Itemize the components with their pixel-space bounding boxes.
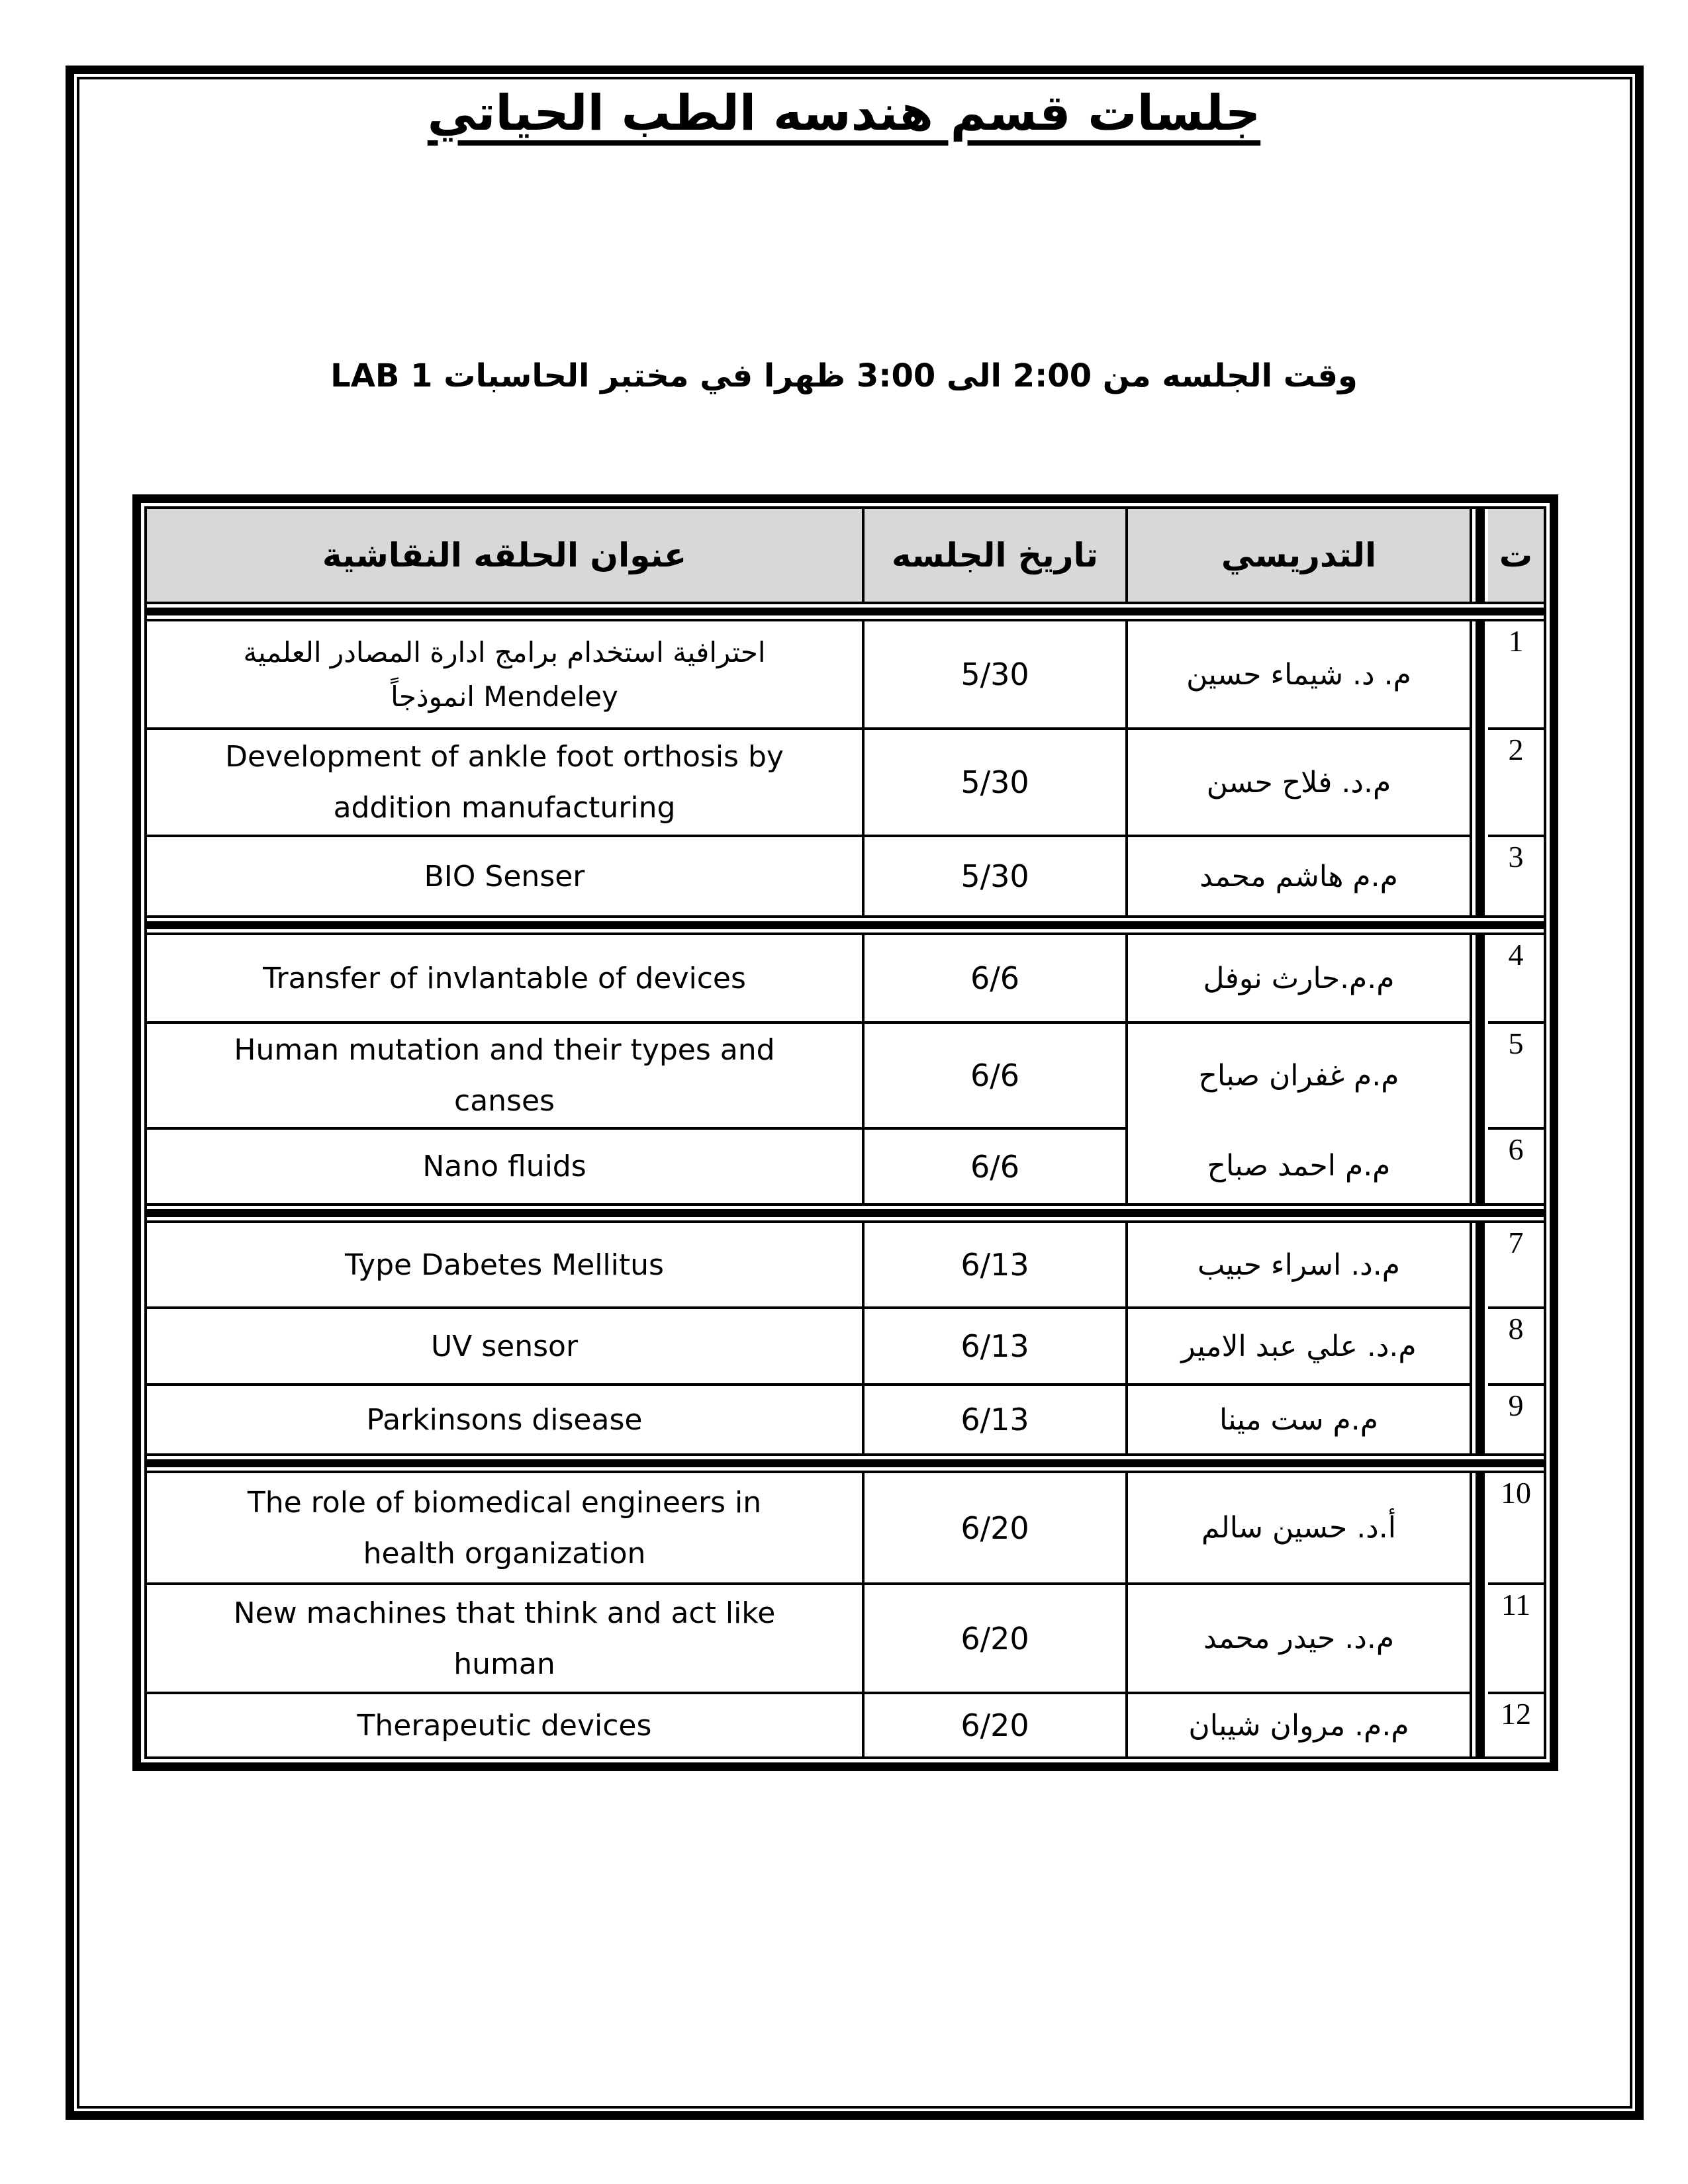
serial-cell: 6	[1488, 1127, 1544, 1203]
serial-cell: 5	[1488, 1021, 1544, 1127]
schedule-table	[132, 494, 1558, 1771]
serial-cell: 8	[1488, 1306, 1544, 1383]
topic-line: health organization	[363, 1536, 646, 1570]
topic-cell	[147, 1223, 862, 1306]
topic-line: Human mutation and their types and	[234, 1033, 775, 1067]
topic-cell	[147, 727, 862, 835]
instructor-cell: م.د. حيدر محمد	[1125, 1582, 1470, 1692]
group-separator	[147, 1453, 1544, 1473]
group-separator	[147, 915, 1544, 935]
date-cell: 6/20	[862, 1692, 1125, 1756]
topic-line: Therapeutic devices	[357, 1708, 652, 1743]
serial-cell: 3	[1488, 835, 1544, 915]
topic-cell	[147, 621, 862, 727]
document-title: جلسات قسم هندسه الطب الحياتي	[427, 85, 1261, 142]
topic-cell	[147, 1021, 862, 1127]
topic-line: Development of ankle foot orthosis by	[225, 740, 784, 774]
date-cell: 6/6	[862, 1127, 1125, 1203]
topic-cell	[147, 935, 862, 1021]
serial-cell: 11	[1488, 1582, 1544, 1692]
serial-cell: 10	[1501, 1476, 1531, 1510]
instructor-cell: م.م هاشم محمد	[1125, 835, 1470, 915]
date-cell: 6/6	[862, 935, 1125, 1021]
topic-cell	[147, 1582, 862, 1692]
topic-cell	[147, 1383, 862, 1453]
col-header-date: تاريخ الجلسه	[862, 509, 1125, 602]
instructor-merged-cell	[1125, 1021, 1470, 1203]
date-cell: 5/30	[862, 621, 1125, 727]
serial-cell: 2	[1488, 727, 1544, 835]
topic-cell	[147, 1473, 862, 1582]
topic-line: The role of biomedical engineers in	[247, 1485, 762, 1520]
instructor-cell: م.د. علي عبد الامير	[1125, 1306, 1470, 1383]
instructor-cell: م.م ست مينا	[1125, 1383, 1470, 1453]
date-cell: 6/13	[862, 1306, 1125, 1383]
topic-line: addition manufacturing	[333, 791, 676, 825]
topic-cell	[147, 1306, 862, 1383]
date-cell: 6/20	[862, 1582, 1125, 1692]
date-cell: 5/30	[862, 727, 1125, 835]
schedule-table-grid	[147, 509, 1544, 1756]
topic-line: Type Dabetes Mellitus	[345, 1248, 664, 1282]
topic-line: Mendeley انموذجاً	[391, 680, 618, 713]
date-cell: 6/13	[862, 1383, 1125, 1453]
topic-cell	[147, 1692, 862, 1756]
topic-line: UV sensor	[430, 1329, 579, 1363]
col-header-topic: عنوان الحلقه النقاشية	[147, 509, 862, 602]
serial-cell: 1	[1508, 624, 1524, 658]
topic-cell	[147, 835, 862, 915]
topic-line: Nano fluids	[422, 1150, 586, 1183]
topic-line: canses	[454, 1084, 555, 1118]
session-time-subtitle: وقت الجلسه من 2:00 الى 3:00 ظهرا في مختبر الحاسبات LAB 1	[330, 357, 1358, 394]
date-cell: 5/30	[862, 835, 1125, 915]
instructor-cell: أ.د. حسين سالم	[1125, 1473, 1470, 1582]
instructor-cell: م.م.حارث نوفل	[1125, 935, 1470, 1021]
date-cell: 6/6	[862, 1021, 1125, 1127]
group-separator	[147, 602, 1544, 621]
topic-line: BIO Senser	[424, 859, 585, 893]
instructor-cell: م.م احمد صباح	[1207, 1148, 1391, 1183]
instructor-cell: م.د. اسراء حبيب	[1125, 1223, 1470, 1306]
topic-line: human	[453, 1647, 555, 1681]
instructor-cell: م.م. مروان شيبان	[1125, 1692, 1470, 1756]
instructor-cell: م.د. فلاح حسن	[1125, 727, 1470, 835]
instructor-cell: م. د. شيماء حسين	[1125, 621, 1470, 727]
col-header-instructor: التدريسي	[1125, 509, 1470, 602]
date-cell: 6/20	[862, 1473, 1125, 1582]
serial-cell: 9	[1488, 1383, 1544, 1453]
topic-line: Parkinsons disease	[366, 1402, 643, 1437]
serial-column-divider	[1470, 509, 1488, 1756]
col-header-serial: ت	[1488, 509, 1544, 602]
instructor-cell: م.م غفران صباح	[1198, 1059, 1399, 1093]
group-separator	[147, 1203, 1544, 1223]
topic-line: احترافية استخدام برامج ادارة المصادر العلمية	[243, 635, 766, 668]
date-cell: 6/13	[862, 1223, 1125, 1306]
schedule-table-inner-border	[144, 506, 1546, 1759]
serial-cell: 12	[1488, 1692, 1544, 1756]
topic-line: New machines that think and act like	[233, 1596, 776, 1630]
topic-line: Transfer of invlantable of devices	[263, 961, 746, 995]
serial-cell: 4	[1508, 938, 1524, 972]
serial-cell: 7	[1508, 1226, 1524, 1259]
topic-cell	[147, 1127, 862, 1203]
